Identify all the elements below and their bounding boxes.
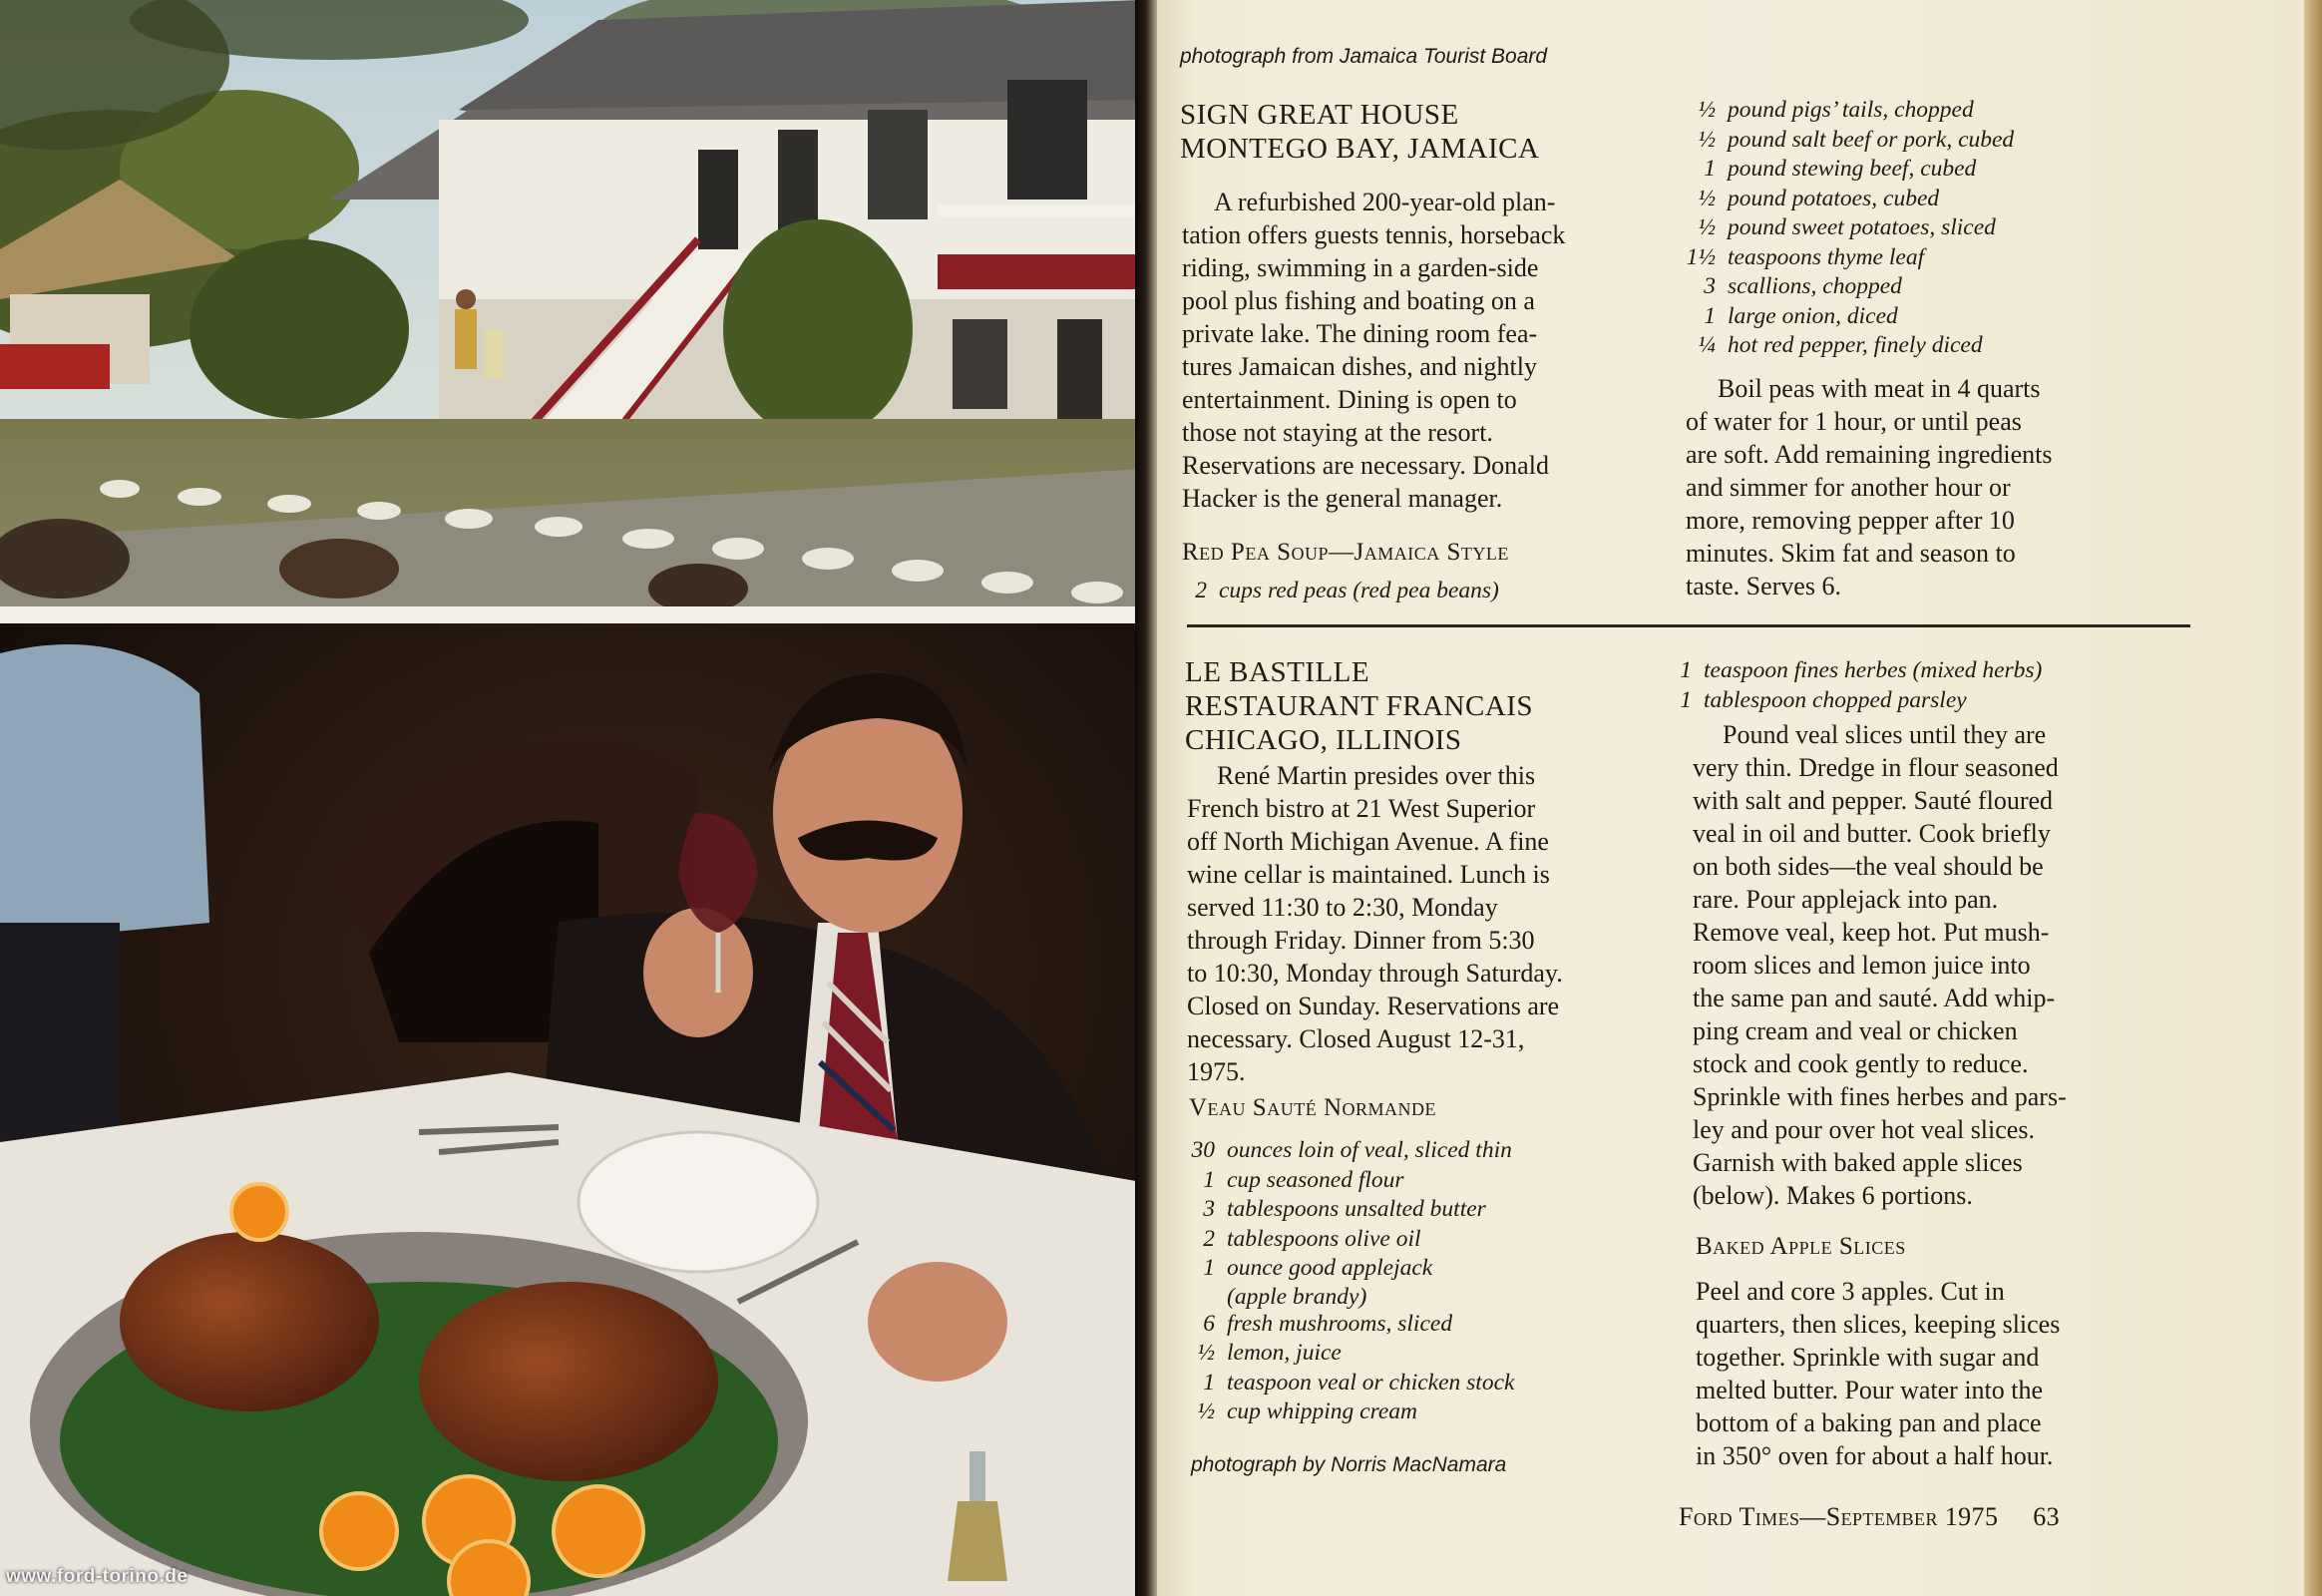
body-line: Closed on Sunday. Reservations are xyxy=(1187,992,1560,1020)
restaurant-title-le-bastille xyxy=(1185,655,1533,757)
recipe-method-red-pea-soup xyxy=(1686,372,2150,602)
ingredient-text: tablespoons unsalted butter xyxy=(1227,1196,1486,1222)
ingredient-qty: ½ xyxy=(1698,214,1716,240)
ingredient-row xyxy=(1175,1397,1514,1427)
body-line: taste. Serves 6. xyxy=(1686,572,1841,600)
ingredient-qty: 1 xyxy=(1704,156,1716,182)
ingredient-text: cup seasoned flour xyxy=(1227,1166,1404,1193)
body-line: together. Sprinkle with sugar and xyxy=(1696,1343,2040,1372)
ingredient-qty: ½ xyxy=(1197,1398,1215,1424)
body-line: to 10:30, Monday through Saturday. xyxy=(1187,959,1563,988)
ingredient-qty: 3 xyxy=(1704,273,1716,299)
body-line: more, removing pepper after 10 xyxy=(1686,506,2015,535)
body-line: tures Jamaican dishes, and nightly xyxy=(1182,352,1537,381)
body-line: (below). Makes 6 portions. xyxy=(1693,1181,1973,1210)
body-line: tation offers guests tennis, horseback xyxy=(1182,220,1566,249)
ingredient-text: cup whipping cream xyxy=(1227,1398,1418,1424)
ingredient-text: teaspoon veal or chicken stock xyxy=(1227,1369,1515,1396)
ingredient-qty: ½ xyxy=(1698,185,1716,211)
ingredient-text: tablespoons olive oil xyxy=(1227,1225,1421,1252)
body-line: 1975. xyxy=(1187,1057,1246,1086)
body-line: ley and pour over hot veal slices. xyxy=(1693,1115,2035,1144)
title-line: LE BASTILLE xyxy=(1185,656,1370,688)
watermark: www.ford-torino.de xyxy=(6,1566,189,1587)
ingredient-qty: 1 xyxy=(1680,657,1692,683)
photo-rene-martin xyxy=(0,623,1142,1596)
ingredient-row xyxy=(1175,1369,1514,1398)
restaurant-photo-illustration xyxy=(0,623,1142,1596)
body-line: riding, swimming in a garden-side xyxy=(1182,253,1539,282)
body-line: Boil peas with meat in 4 quarts xyxy=(1718,374,2041,403)
page-footer xyxy=(1679,1502,2060,1532)
title-line: MONTEGO BAY, JAMAICA xyxy=(1180,133,1540,165)
title-line: RESTAURANT FRANCAIS xyxy=(1185,690,1534,722)
magazine-issue: Ford Times—September 1975 xyxy=(1679,1502,1999,1531)
house-photo-illustration xyxy=(0,0,1142,606)
recipe-title-baked-apple: Baked Apple Slices xyxy=(1696,1233,1906,1260)
article-body-le-bastille xyxy=(1187,759,1650,1088)
body-line: off North Michigan Avenue. A fine xyxy=(1187,827,1549,856)
ingredient-qty: 1 xyxy=(1680,686,1692,713)
ingredient-qty: 6 xyxy=(1203,1310,1215,1337)
ingredient-row xyxy=(1676,243,2014,273)
ingredient-text: pound sweet potatoes, sliced xyxy=(1728,214,1996,240)
ingredient-row xyxy=(1175,1225,1514,1255)
body-line: private lake. The dining room fea- xyxy=(1182,319,1538,348)
ingredient-text: teaspoon fines herbes (mixed herbs) xyxy=(1704,657,2043,683)
ingredient-text: fresh mushrooms, sliced xyxy=(1227,1310,1453,1337)
ingredient-text: scallions, chopped xyxy=(1728,273,1902,299)
body-line: Remove veal, keep hot. Put mush- xyxy=(1693,918,2050,947)
body-line: Peel and core 3 apples. Cut in xyxy=(1696,1277,2005,1306)
body-line: Sprinkle with fines herbes and pars- xyxy=(1693,1082,2067,1111)
article-body-sign-great-house xyxy=(1182,186,1645,515)
ingredient-row xyxy=(1676,302,2014,332)
ingredient-row xyxy=(1175,1310,1514,1340)
ingredient-row xyxy=(1676,185,2014,214)
body-line: ping cream and veal or chicken xyxy=(1693,1016,2018,1045)
ingredient-list-veau-saute-b xyxy=(1652,656,2042,715)
body-line: in 350° oven for about a half hour. xyxy=(1696,1441,2054,1470)
body-line: served 11:30 to 2:30, Monday xyxy=(1187,893,1498,922)
ingredient-row xyxy=(1676,331,2014,361)
body-line: veal in oil and butter. Cook briefly xyxy=(1693,819,2051,848)
body-line: wine cellar is maintained. Lunch is xyxy=(1187,860,1550,889)
photo-credit-norris: photograph by Norris MacNamara xyxy=(1191,1453,1507,1476)
ingredient-row xyxy=(1676,96,2014,126)
ingredient-text: ounces loin of veal, sliced thin xyxy=(1227,1137,1512,1163)
ingredient-row xyxy=(1676,213,2014,243)
body-line: room slices and lemon juice into xyxy=(1693,951,2031,980)
page-edge xyxy=(2304,0,2322,1596)
ingredient-row xyxy=(1175,1339,1514,1369)
ingredient-text: hot red pepper, finely diced xyxy=(1728,332,1983,358)
body-line: entertainment. Dining is open to xyxy=(1182,385,1517,414)
ingredient-qty: 30 xyxy=(1191,1137,1215,1163)
body-line: on both sides—the veal should be xyxy=(1693,852,2044,881)
ingredient-row xyxy=(1175,1136,1514,1166)
body-line: Pound veal slices until they are xyxy=(1723,720,2047,749)
body-line: Garnish with baked apple slices xyxy=(1693,1148,2023,1177)
body-line: with salt and pepper. Sauté floured xyxy=(1693,786,2054,815)
ingredient-row xyxy=(1652,656,2042,686)
ingredient-text: ounce good applejack xyxy=(1227,1255,1433,1281)
restaurant-title-sign-great-house xyxy=(1180,98,1539,166)
ingredient-qty: ¼ xyxy=(1698,332,1716,358)
ingredient-qty: ½ xyxy=(1698,126,1716,153)
section-divider xyxy=(1187,624,2190,627)
body-line: rare. Pour applejack into pan. xyxy=(1693,885,1999,914)
title-line: SIGN GREAT HOUSE xyxy=(1180,99,1459,131)
ingredient-list-veau-saute xyxy=(1175,1136,1514,1427)
body-line: quarters, then slices, keeping slices xyxy=(1696,1310,2061,1339)
ingredient-text: pound salt beef or pork, cubed xyxy=(1728,126,2015,153)
ingredient-qty: 3 xyxy=(1203,1196,1215,1222)
body-line: A refurbished 200-year-old plan- xyxy=(1214,188,1556,216)
body-line: René Martin presides over this xyxy=(1217,761,1536,790)
ingredient-text: pound stewing beef, cubed xyxy=(1728,156,1977,182)
ingredient-qty: 1 xyxy=(1203,1369,1215,1396)
ingredient-qty: ½ xyxy=(1698,97,1716,123)
recipe-title-red-pea-soup: Red Pea Soup—Jamaica Style xyxy=(1182,539,1509,566)
page-number: 63 xyxy=(2033,1502,2061,1531)
ingredient-text: cups red peas (red pea beans) xyxy=(1219,578,1499,603)
ingredient-text: lemon, juice xyxy=(1227,1340,1342,1366)
ingredient-row xyxy=(1175,1254,1514,1284)
recipe-method-baked-apple xyxy=(1696,1275,2160,1472)
body-line: necessary. Closed August 12-31, xyxy=(1187,1024,1525,1053)
ingredient-row xyxy=(1676,272,2014,302)
ingredient-qty xyxy=(1175,1284,1215,1310)
body-line: bottom of a baking pan and place xyxy=(1696,1408,2042,1437)
ingredient-qty: 2 xyxy=(1195,578,1207,603)
photo-sign-great-house xyxy=(0,0,1142,606)
ingredient-row xyxy=(1175,1195,1514,1225)
body-line: Hacker is the general manager. xyxy=(1182,484,1503,513)
ingredient-list-red-pea-b xyxy=(1676,96,2014,361)
body-line: through Friday. Dinner from 5:30 xyxy=(1187,926,1535,955)
body-line: minutes. Skim fat and season to xyxy=(1686,539,2016,568)
recipe-method-veau-saute xyxy=(1693,718,2157,1212)
body-line: and simmer for another hour or xyxy=(1686,473,2011,502)
ingredient-text: pound potatoes, cubed xyxy=(1728,185,1940,211)
ingredient-row xyxy=(1652,686,2042,716)
ingredient-row xyxy=(1175,1284,1514,1310)
ingredient-text: (apple brandy) xyxy=(1227,1283,1367,1310)
body-line: of water for 1 hour, or until peas xyxy=(1686,407,2022,436)
body-line: stock and cook gently to reduce. xyxy=(1693,1049,2029,1078)
ingredient-text: tablespoon chopped parsley xyxy=(1704,686,1967,713)
ingredient-qty: 1 xyxy=(1203,1255,1215,1281)
body-line: melted butter. Pour water into the xyxy=(1696,1376,2044,1404)
ingredient-row xyxy=(1175,1166,1514,1196)
photo-credit-jamaica: photograph from Jamaica Tourist Board xyxy=(1180,45,1548,68)
left-page xyxy=(0,0,1142,1596)
body-line: French bistro at 21 West Superior xyxy=(1187,794,1536,823)
ingredient-text: large onion, diced xyxy=(1728,302,1898,329)
body-line: very thin. Dredge in flour seasoned xyxy=(1693,753,2059,782)
ingredient-qty: 1 xyxy=(1203,1166,1215,1193)
ingredient-text: pound pigs’ tails, chopped xyxy=(1728,97,1974,123)
ingredient-qty: 1½ xyxy=(1686,243,1716,270)
ingredient-text: teaspoons thyme leaf xyxy=(1728,243,1925,270)
body-line: are soft. Add remaining ingredients xyxy=(1686,440,2053,469)
body-line: those not staying at the resort. xyxy=(1182,418,1493,447)
ingredient-list-red-pea-a xyxy=(1167,577,1499,606)
body-line: pool plus fishing and boating on a xyxy=(1182,286,1535,315)
body-line: Reservations are necessary. Donald xyxy=(1182,451,1549,480)
ingredient-row xyxy=(1167,577,1499,606)
recipe-title-veau-saute: Veau Sauté Normande xyxy=(1189,1094,1436,1121)
ingredient-qty: ½ xyxy=(1197,1340,1215,1366)
ingredient-qty: 1 xyxy=(1704,302,1716,329)
title-line: CHICAGO, ILLINOIS xyxy=(1185,724,1462,756)
ingredient-row xyxy=(1676,126,2014,156)
ingredient-qty: 2 xyxy=(1203,1225,1215,1252)
body-line: the same pan and sauté. Add whip- xyxy=(1693,984,2056,1012)
ingredient-row xyxy=(1676,155,2014,185)
